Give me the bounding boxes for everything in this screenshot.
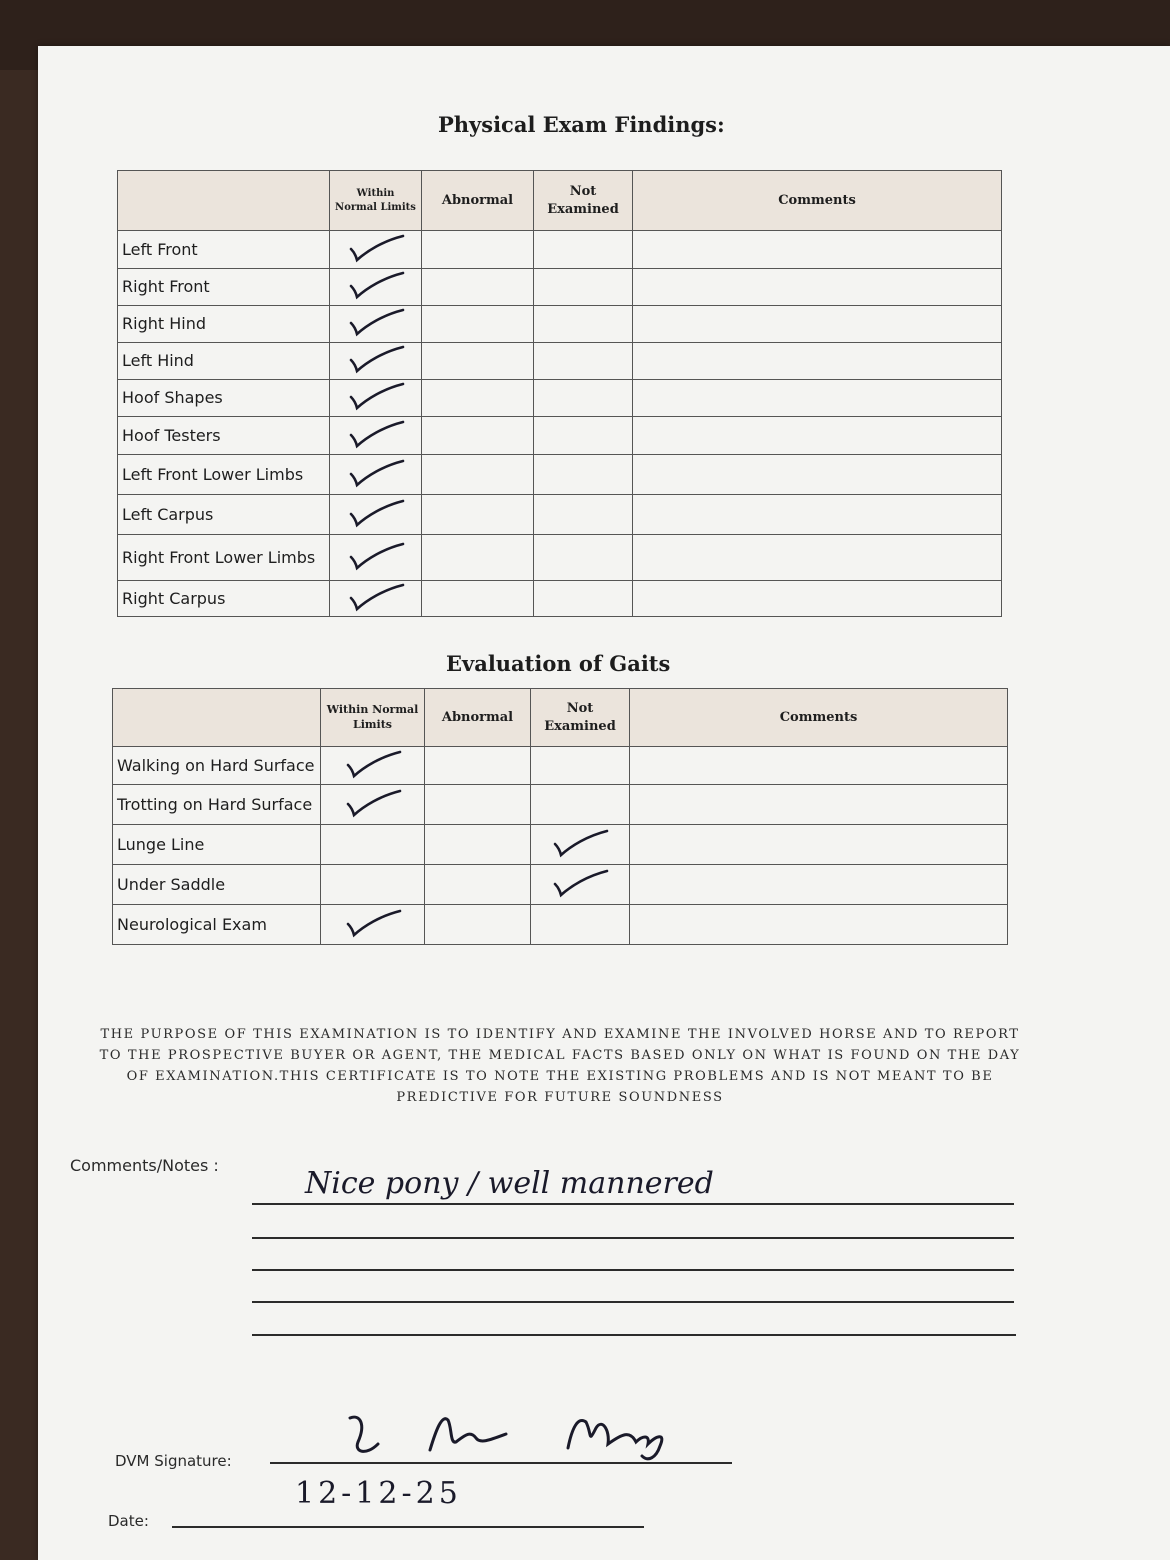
header-within-normal-limits: Within Normal Limits (330, 171, 422, 231)
table-row (113, 785, 1008, 825)
cell-not-examined (531, 747, 630, 785)
cell-wnl (330, 495, 422, 535)
checkmark-icon (345, 270, 407, 300)
cell-comments (633, 343, 1002, 380)
table-row (118, 581, 1002, 617)
gaits-title: Evaluation of Gaits (446, 651, 671, 676)
cell-comments (633, 455, 1002, 495)
signature-line (270, 1462, 732, 1464)
cell-not-examined (534, 581, 633, 617)
header-comments: Comments (630, 689, 1008, 747)
checkmark-icon (345, 582, 407, 612)
disclaimer-text: THE PURPOSE OF THIS EXAMINATION IS TO IDENTIFY AND EXAMINE THE INVOLVED HORSE AND TO REPORT TO THE PROSPECTIVE BUYER OR AGENT, THE MEDICAL FACTS BASED ONLY ON WHAT IS FOUND ON THE DAY OF EXAMINATION.THIS CERTIFICATE IS TO NOTE THE EXISTING PROBLEMS AND IS NOT MEANT TO BE PREDICTIVE FOR FUTURE SOUNDNESS (99, 1027, 1021, 1105)
handwritten-date: 12-12-25 (295, 1476, 462, 1511)
cell-abnormal (422, 581, 534, 617)
cell-comments (633, 380, 1002, 417)
cell-not-examined (534, 269, 633, 306)
cell-abnormal (422, 417, 534, 455)
row-label: Right Front (118, 269, 330, 306)
cell-comments (630, 865, 1008, 905)
cell-wnl (330, 343, 422, 380)
table-row (118, 535, 1002, 581)
cell-not-examined (534, 231, 633, 269)
cell-wnl (321, 825, 425, 865)
cell-not-examined (534, 535, 633, 581)
table-row (113, 825, 1008, 865)
physical-exam-table (117, 170, 1002, 617)
table-row (113, 865, 1008, 905)
cell-abnormal (422, 231, 534, 269)
cell-comments (630, 905, 1008, 945)
table-row (118, 343, 1002, 380)
table-row (118, 306, 1002, 343)
header-abnormal: Abnormal (425, 689, 531, 747)
comments-notes-label: Comments/Notes : (70, 1156, 219, 1175)
checkmark-icon (342, 908, 404, 938)
row-label: Neurological Exam (113, 905, 321, 945)
cell-comments (633, 269, 1002, 306)
cell-not-examined (534, 417, 633, 455)
cell-abnormal (422, 269, 534, 306)
row-label: Right Front Lower Limbs (118, 535, 330, 581)
cell-not-examined (531, 865, 630, 905)
row-label: Walking on Hard Surface (113, 747, 321, 785)
cell-wnl (321, 785, 425, 825)
cell-abnormal (422, 380, 534, 417)
date-label: Date: (108, 1512, 149, 1530)
row-label: Left Front Lower Limbs (118, 455, 330, 495)
header-not-examined: Not Examined (534, 171, 633, 231)
cell-comments (630, 747, 1008, 785)
header-not-examined: Not Examined (531, 689, 630, 747)
table-row (113, 905, 1008, 945)
checkmark-icon (345, 381, 407, 411)
cell-abnormal (422, 455, 534, 495)
table-row (118, 380, 1002, 417)
cell-comments (630, 785, 1008, 825)
cell-wnl (330, 231, 422, 269)
cell-wnl (330, 581, 422, 617)
row-label: Trotting on Hard Surface (113, 785, 321, 825)
cell-abnormal (425, 785, 531, 825)
notes-line-1 (252, 1203, 1014, 1205)
cell-abnormal (422, 535, 534, 581)
checkmark-icon (342, 749, 404, 779)
row-label: Hoof Shapes (118, 380, 330, 417)
cell-not-examined (534, 380, 633, 417)
checkmark-icon (549, 828, 611, 858)
cell-wnl (330, 380, 422, 417)
cell-abnormal (422, 495, 534, 535)
notes-line-4 (252, 1301, 1014, 1303)
header-blank (113, 689, 321, 747)
gaits-table (112, 688, 1008, 945)
row-label: Left Hind (118, 343, 330, 380)
table-row (113, 747, 1008, 785)
cell-not-examined (531, 785, 630, 825)
cell-wnl (330, 535, 422, 581)
row-label: Right Hind (118, 306, 330, 343)
checkmark-icon (345, 344, 407, 374)
cell-wnl (321, 865, 425, 905)
cell-comments (633, 535, 1002, 581)
cell-not-examined (531, 825, 630, 865)
row-label: Under Saddle (113, 865, 321, 905)
cell-wnl (330, 455, 422, 495)
cell-abnormal (425, 905, 531, 945)
dvm-signature-label: DVM Signature: (115, 1452, 232, 1470)
cell-not-examined (534, 455, 633, 495)
checkmark-icon (345, 233, 407, 263)
header-comments: Comments (633, 171, 1002, 231)
cell-not-examined (531, 905, 630, 945)
cell-comments (630, 825, 1008, 865)
row-label: Hoof Testers (118, 417, 330, 455)
checkmark-icon (345, 498, 407, 528)
notes-line-5 (252, 1334, 1016, 1336)
physical-exam-title: Physical Exam Findings: (438, 112, 725, 137)
row-label: Left Carpus (118, 495, 330, 535)
header-blank (118, 171, 330, 231)
row-label: Left Front (118, 231, 330, 269)
checkmark-icon (345, 541, 407, 571)
cell-abnormal (422, 343, 534, 380)
notes-line-2 (252, 1237, 1014, 1239)
checkmark-icon (345, 419, 407, 449)
cell-comments (633, 495, 1002, 535)
row-label: Lunge Line (113, 825, 321, 865)
table-row (118, 495, 1002, 535)
handwritten-notes: Nice pony / well mannered (305, 1166, 714, 1201)
dvm-signature (330, 1400, 710, 1470)
cell-abnormal (425, 825, 531, 865)
checkmark-icon (549, 868, 611, 898)
checkmark-icon (342, 788, 404, 818)
checkmark-icon (345, 307, 407, 337)
cell-comments (633, 231, 1002, 269)
table-row (118, 417, 1002, 455)
cell-not-examined (534, 495, 633, 535)
cell-comments (633, 581, 1002, 617)
checkmark-icon (345, 458, 407, 488)
notes-line-3 (252, 1269, 1014, 1271)
cell-abnormal (425, 747, 531, 785)
table-row (118, 231, 1002, 269)
row-label: Right Carpus (118, 581, 330, 617)
cell-not-examined (534, 306, 633, 343)
cell-wnl (330, 417, 422, 455)
header-within-normal-limits: Within Normal Limits (321, 689, 425, 747)
cell-wnl (321, 747, 425, 785)
cell-comments (633, 306, 1002, 343)
cell-wnl (330, 306, 422, 343)
date-line (172, 1526, 644, 1528)
cell-not-examined (534, 343, 633, 380)
cell-wnl (321, 905, 425, 945)
table-row (118, 455, 1002, 495)
header-abnormal: Abnormal (422, 171, 534, 231)
cell-comments (633, 417, 1002, 455)
cell-abnormal (425, 865, 531, 905)
table-row (118, 269, 1002, 306)
cell-wnl (330, 269, 422, 306)
cell-abnormal (422, 306, 534, 343)
